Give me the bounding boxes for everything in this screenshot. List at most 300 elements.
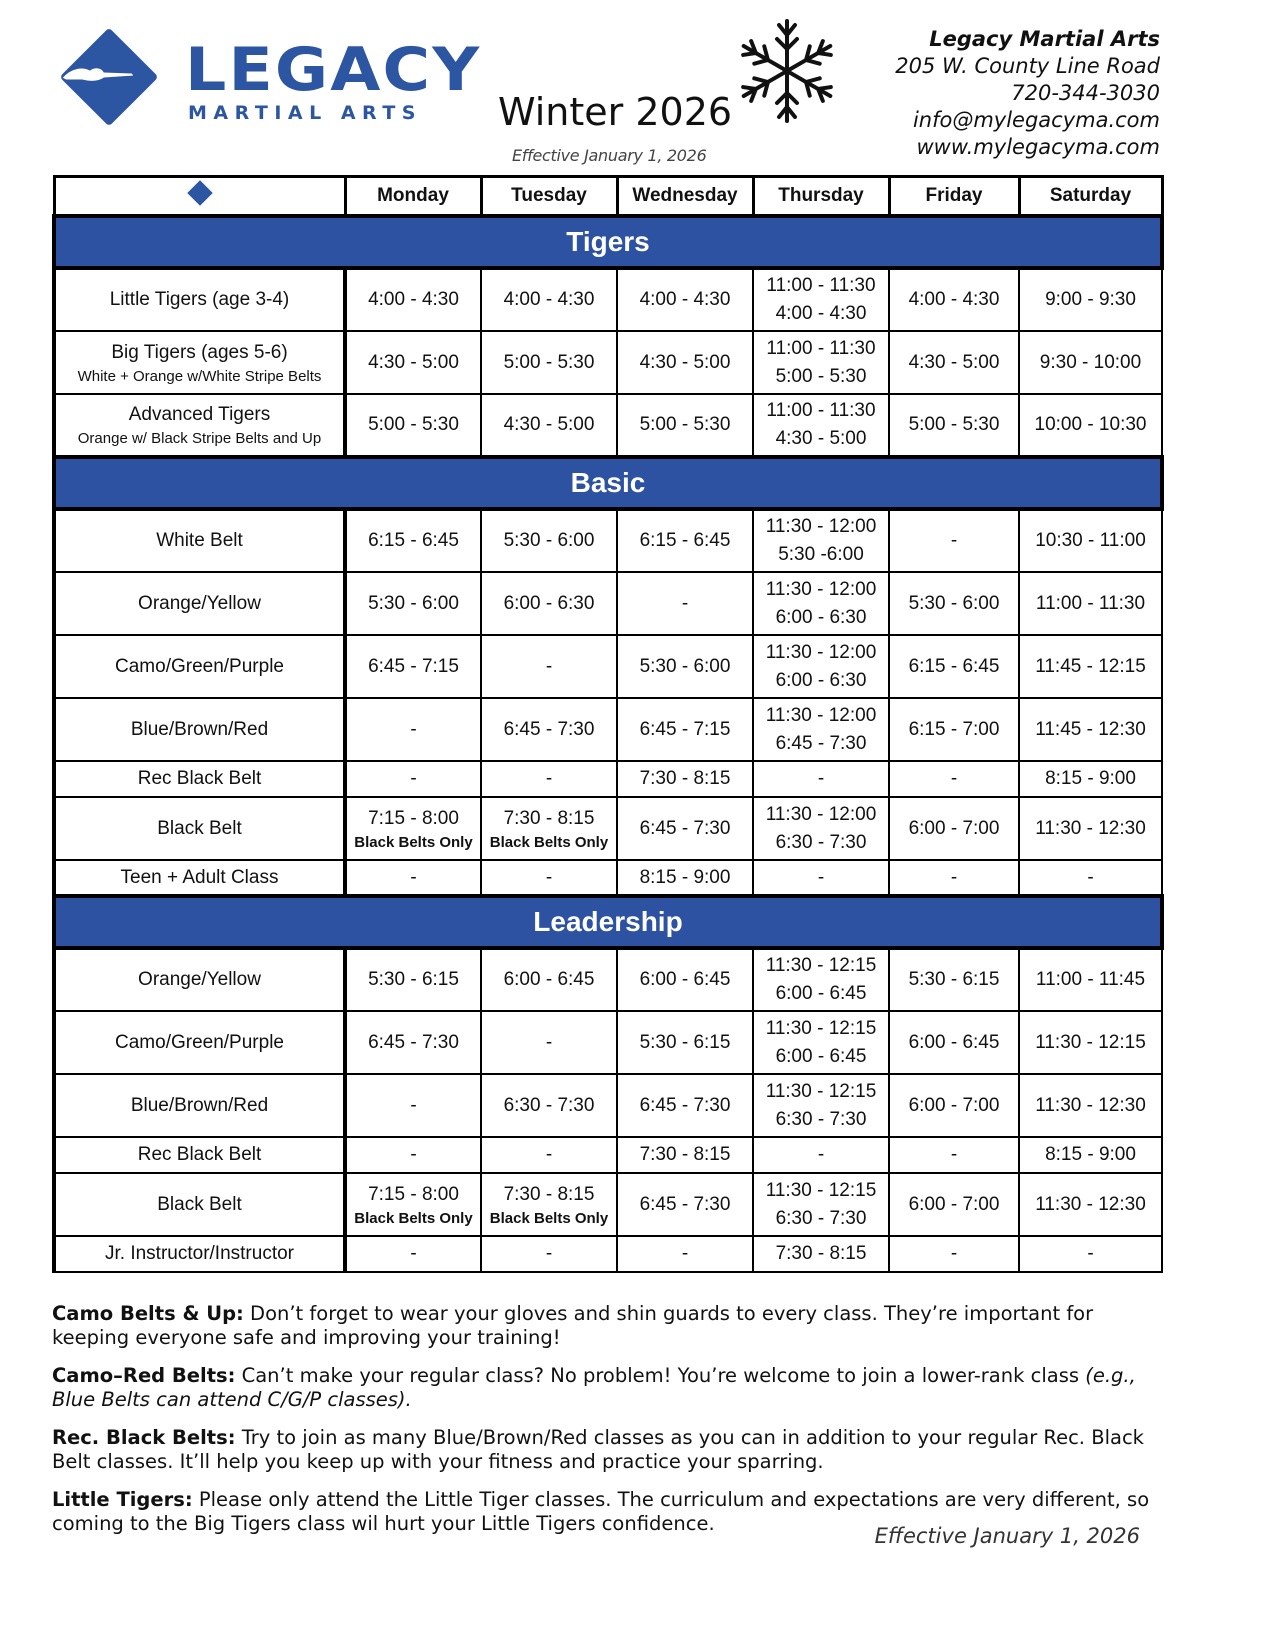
time-slot: 6:00 - 6:45 (639, 969, 731, 990)
header-day: Wednesday (617, 177, 753, 217)
class-name-cell (54, 948, 345, 1011)
table-row (54, 572, 1162, 635)
time-slot: 11:30 - 12:00 (765, 803, 877, 825)
time-cell (889, 331, 1019, 394)
class-name: Black Belt (157, 1193, 242, 1215)
logo-subtitle: MARTIAL ARTS (188, 102, 422, 124)
note-paragraph (52, 1302, 1152, 1350)
time-slot: 4:00 - 4:30 (775, 303, 867, 324)
table-row (54, 268, 1162, 331)
email[interactable]: info@mylegacyma.com (912, 108, 1160, 132)
website[interactable]: www.mylegacyma.com (916, 135, 1160, 159)
time-cell (481, 698, 617, 761)
table-row (54, 698, 1162, 761)
time-cell (1019, 698, 1162, 761)
header-row (54, 177, 1162, 217)
time-slot: 4:30 - 5:00 (908, 351, 1000, 373)
time-cell (753, 1137, 889, 1173)
time-cell (1019, 1173, 1162, 1236)
time-cell (753, 1074, 889, 1137)
time-cell (481, 572, 617, 635)
note-title: Camo Belts & Up: (52, 1302, 244, 1325)
time-slot: 11:45 - 12:15 (1035, 655, 1146, 677)
time-cell (481, 394, 617, 457)
table-row (54, 860, 1162, 896)
time-slot: 5:30 - 6:15 (639, 1031, 731, 1053)
table-row (54, 331, 1162, 394)
business-name: Legacy Martial Arts (929, 27, 1160, 51)
table-row (54, 797, 1162, 860)
time-cell (481, 860, 617, 896)
time-cell (617, 331, 753, 394)
header-day: Tuesday (481, 177, 617, 217)
table-row (54, 1074, 1162, 1137)
time-slot: 6:00 - 6:45 (908, 1031, 1000, 1053)
class-name-cell (54, 394, 345, 457)
note-text: Try to join as many Blue/Brown/Red classes as you can in addition to your regular Rec. Black Belt classes. It’ll help you keep up with your fitness and practice your sparring. (52, 1426, 1144, 1473)
time-slot: 6:45 - 7:30 (639, 817, 731, 839)
time-cell (481, 1074, 617, 1137)
time-slot: - (545, 1144, 553, 1165)
time-slot: - (410, 1243, 417, 1264)
class-name: Rec Black Belt (137, 768, 262, 789)
time-cell (617, 1011, 753, 1074)
header-day: Monday (345, 177, 481, 217)
time-cell (345, 1173, 481, 1236)
table-row (54, 761, 1162, 797)
legacy-logo (60, 26, 482, 132)
time-slot: - (1087, 1243, 1094, 1264)
time-slot: - (950, 768, 958, 789)
time-slot: 11:45 - 12:30 (1035, 718, 1146, 740)
note-paragraph (52, 1426, 1152, 1474)
time-slot: 5:30 - 6:15 (368, 969, 459, 990)
schedule-body (54, 216, 1162, 1272)
time-cell (617, 698, 753, 761)
time-cell (753, 860, 889, 896)
contact-info (895, 26, 1160, 161)
time-slot: 6:30 - 7:30 (503, 1094, 595, 1116)
time-slot: - (410, 768, 417, 789)
time-slot: - (545, 866, 553, 888)
time-slot: 11:30 - 12:15 (765, 1179, 877, 1201)
time-cell (1019, 1137, 1162, 1173)
class-name-cell (54, 331, 345, 394)
header-day: Saturday (1019, 177, 1162, 217)
time-cell (753, 572, 889, 635)
class-schedule-table (52, 175, 1164, 1273)
table-row (54, 948, 1162, 1011)
time-cell (345, 860, 481, 896)
time-slot: 8:15 - 9:00 (1045, 1144, 1136, 1165)
time-slot: 6:00 - 7:00 (908, 1094, 1000, 1116)
class-name: Blue/Brown/Red (130, 1094, 269, 1116)
time-cell (889, 948, 1019, 1011)
time-slot: 4:00 - 4:30 (639, 289, 731, 310)
time-cell (753, 698, 889, 761)
time-slot: 6:30 - 7:30 (775, 1207, 867, 1229)
time-cell (753, 1011, 889, 1074)
martial-artist-icon (60, 64, 140, 86)
time-cell (345, 1137, 481, 1173)
time-slot: 5:30 - 6:00 (503, 530, 595, 551)
class-name-cell (54, 1137, 345, 1173)
time-slot: 6:00 - 6:45 (775, 1045, 867, 1067)
time-slot: 6:45 - 7:30 (503, 718, 595, 740)
class-name: Advanced Tigers (128, 404, 271, 425)
time-slot: 11:00 - 11:30 (766, 275, 876, 296)
time-cell (1019, 331, 1162, 394)
time-cell (617, 394, 753, 457)
time-slot: 9:30 - 10:00 (1039, 351, 1142, 373)
time-cell (481, 761, 617, 797)
time-cell (753, 797, 889, 860)
time-slot: 5:30 - 6:00 (639, 655, 731, 677)
time-slot: 8:15 - 9:00 (1045, 768, 1136, 789)
time-slot: 6:45 - 7:30 (639, 1193, 731, 1215)
time-cell (617, 635, 753, 698)
time-cell (481, 1137, 617, 1173)
time-slot: - (410, 866, 417, 888)
time-slot: - (950, 1144, 958, 1165)
table-row (54, 1011, 1162, 1074)
time-slot: 7:30 - 8:15 (503, 1183, 595, 1205)
class-name: Teen + Adult Class (120, 866, 279, 888)
time-cell (889, 1236, 1019, 1272)
time-slot: 4:30 - 5:00 (639, 351, 731, 373)
time-slot: 5:00 - 5:30 (368, 414, 459, 435)
note-text: Can’t make your regular class? No problem! You’re welcome to join a lower-rank class (235, 1364, 1086, 1387)
time-slot: 6:00 - 6:30 (775, 606, 867, 628)
time-cell (617, 572, 753, 635)
class-name: Rec Black Belt (137, 1144, 262, 1165)
time-slot: - (410, 1094, 417, 1116)
table-row (54, 1137, 1162, 1173)
section-header-row (54, 216, 1162, 268)
time-cell (481, 1236, 617, 1272)
time-cell (617, 509, 753, 572)
class-name: Big Tigers (ages 5-6) (111, 341, 288, 363)
time-cell (345, 1074, 481, 1137)
time-cell (481, 268, 617, 331)
section-title: Basic (54, 457, 1162, 509)
time-slot: 11:30 - 12:00 (765, 704, 877, 726)
note-paragraph (52, 1364, 1152, 1412)
time-cell (345, 331, 481, 394)
time-slot: 7:30 - 8:15 (639, 768, 731, 789)
time-slot: 9:00 - 9:30 (1045, 289, 1136, 310)
class-name: Jr. Instructor/Instructor (105, 1243, 294, 1264)
section-header-row (54, 457, 1162, 509)
time-cell (753, 331, 889, 394)
class-name-cell (54, 860, 345, 896)
time-cell (753, 268, 889, 331)
time-slot: 5:00 - 5:30 (639, 414, 731, 435)
time-slot: 11:30 - 12:30 (1035, 817, 1146, 839)
time-cell (1019, 1074, 1162, 1137)
time-cell (889, 860, 1019, 896)
time-slot: - (950, 1243, 958, 1264)
time-slot: 7:15 - 8:00 (368, 1183, 459, 1205)
time-cell (753, 1173, 889, 1236)
phone: 720-344-3030 (1011, 81, 1160, 105)
time-cell (753, 1236, 889, 1272)
class-name-cell (54, 797, 345, 860)
time-slot: 5:30 - 6:15 (908, 969, 1000, 990)
time-slot: 6:00 - 7:00 (908, 1193, 1000, 1215)
time-cell (345, 394, 481, 457)
effective-date-top: Effective January 1, 2026 (512, 146, 707, 165)
time-cell (889, 698, 1019, 761)
time-slot: 4:30 - 5:00 (775, 428, 867, 449)
section-title: Tigers (54, 216, 1162, 268)
time-slot: 5:00 - 5:30 (908, 414, 1000, 435)
time-cell (345, 635, 481, 698)
time-slot: - (681, 1243, 689, 1264)
time-cell (481, 1173, 617, 1236)
time-slot: 11:30 - 12:00 (765, 578, 877, 600)
time-slot: 11:30 - 12:15 (1035, 1031, 1146, 1053)
class-name-cell (54, 509, 345, 572)
time-cell (481, 509, 617, 572)
time-slot: - (817, 866, 825, 888)
time-cell (345, 1011, 481, 1074)
class-name-cell (54, 1236, 345, 1272)
time-slot: 7:15 - 8:00 (368, 807, 459, 829)
logo-diamond-icon (187, 180, 212, 205)
time-cell (481, 635, 617, 698)
restriction-note: Black Belts Only (489, 833, 609, 851)
time-cell (481, 331, 617, 394)
time-slot: 5:00 - 5:30 (775, 365, 867, 387)
time-slot: 6:15 - 7:00 (908, 718, 1000, 740)
table-row (54, 635, 1162, 698)
time-slot: - (545, 1243, 553, 1264)
time-slot: 6:00 - 7:00 (908, 817, 1000, 839)
note-title: Rec. Black Belts: (52, 1426, 236, 1449)
time-slot: - (950, 530, 958, 551)
time-cell (345, 948, 481, 1011)
table-row (54, 509, 1162, 572)
class-name-cell (54, 1074, 345, 1137)
time-cell (1019, 394, 1162, 457)
snowflake-icon (735, 16, 839, 126)
time-cell (617, 1137, 753, 1173)
class-name: Black Belt (157, 817, 242, 839)
time-cell (1019, 860, 1162, 896)
time-slot: - (1087, 866, 1094, 888)
time-slot: 11:30 - 12:15 (765, 1017, 877, 1039)
time-cell (753, 761, 889, 797)
class-name-cell (54, 698, 345, 761)
time-cell (617, 797, 753, 860)
time-slot: 6:45 - 7:30 (639, 1094, 731, 1116)
time-slot: 11:30 - 12:00 (765, 641, 877, 663)
time-slot: 5:00 - 5:30 (503, 351, 595, 373)
restriction-note: Black Belts Only (354, 833, 473, 851)
class-belt-requirement: White + Orange w/White Stripe Belts (77, 367, 322, 385)
time-slot: 6:45 - 7:30 (775, 732, 867, 754)
time-cell (345, 698, 481, 761)
header-day: Friday (889, 177, 1019, 217)
time-slot: 6:30 - 7:30 (775, 1108, 867, 1130)
time-cell (753, 509, 889, 572)
time-cell (617, 1236, 753, 1272)
time-slot: 6:45 - 7:15 (639, 718, 731, 740)
time-cell (617, 1173, 753, 1236)
time-slot: - (545, 768, 553, 789)
time-slot: 11:00 - 11:30 (766, 400, 876, 421)
class-belt-requirement: Orange w/ Black Stripe Belts and Up (77, 430, 322, 447)
time-cell (889, 1137, 1019, 1173)
time-slot: 6:00 - 6:45 (503, 969, 595, 990)
time-slot: 6:15 - 6:45 (368, 530, 459, 551)
time-slot: 6:15 - 6:45 (908, 655, 1000, 677)
time-cell (753, 394, 889, 457)
restriction-note: Black Belts Only (354, 1209, 473, 1227)
time-cell (345, 1236, 481, 1272)
time-slot: 5:30 - 6:00 (908, 592, 1000, 614)
table-row (54, 1173, 1162, 1236)
time-cell (1019, 797, 1162, 860)
time-cell (889, 635, 1019, 698)
time-slot: 11:30 - 12:15 (765, 955, 877, 976)
class-name: Camo/Green/Purple (115, 1031, 284, 1053)
time-slot: - (410, 1144, 417, 1165)
time-cell (889, 394, 1019, 457)
table-row (54, 394, 1162, 457)
time-cell (617, 761, 753, 797)
time-cell (1019, 948, 1162, 1011)
section-header-row (54, 896, 1162, 948)
time-slot: 4:00 - 4:30 (908, 289, 1000, 310)
time-slot: 4:00 - 4:30 (503, 289, 595, 310)
header-logo-cell (54, 177, 345, 217)
time-cell (1019, 509, 1162, 572)
class-name: Blue/Brown/Red (130, 718, 269, 740)
time-cell (1019, 268, 1162, 331)
note-text: Don’t forget to wear your gloves and shin guards to every class. They’re important for keeping everyone safe and improving your training! (52, 1302, 1094, 1349)
time-cell (1019, 1236, 1162, 1272)
time-cell (481, 797, 617, 860)
note-example: (e.g., Blue Belts can attend C/G/P classes). (52, 1364, 1136, 1411)
time-cell (1019, 761, 1162, 797)
time-cell (889, 797, 1019, 860)
time-slot: 6:30 - 7:30 (775, 831, 867, 853)
address: 205 W. County Line Road (895, 54, 1160, 78)
time-cell (889, 1074, 1019, 1137)
time-slot: 11:30 - 12:15 (765, 1080, 877, 1102)
time-cell (889, 268, 1019, 331)
time-slot: 6:45 - 7:30 (368, 1031, 459, 1053)
time-slot: 10:00 - 10:30 (1034, 414, 1147, 435)
time-slot: 4:30 - 5:00 (503, 414, 595, 435)
time-slot: - (817, 768, 825, 789)
section-title: Leadership (54, 896, 1162, 948)
time-slot: 4:30 - 5:00 (368, 351, 459, 373)
time-cell (345, 761, 481, 797)
time-cell (753, 635, 889, 698)
time-slot: 5:30 - 6:00 (368, 592, 459, 614)
time-slot: - (410, 718, 417, 740)
class-name: Camo/Green/Purple (115, 655, 284, 677)
time-cell (889, 761, 1019, 797)
restriction-note: Black Belts Only (489, 1209, 609, 1227)
class-name-cell (54, 268, 345, 331)
time-cell (753, 948, 889, 1011)
time-cell (889, 1011, 1019, 1074)
time-slot: 11:30 - 12:30 (1035, 1193, 1146, 1215)
time-cell (889, 572, 1019, 635)
time-slot: 8:15 - 9:00 (639, 866, 731, 888)
time-slot: - (545, 1031, 553, 1053)
effective-date-bottom: Effective January 1, 2026 (874, 1524, 1140, 1548)
time-slot: 11:00 - 11:30 (766, 337, 876, 359)
time-cell (1019, 635, 1162, 698)
class-name-cell (54, 1173, 345, 1236)
time-slot: 11:30 - 12:00 (765, 516, 877, 537)
time-cell (617, 948, 753, 1011)
class-name: Orange/Yellow (138, 969, 261, 990)
class-name-cell (54, 635, 345, 698)
time-slot: - (545, 655, 553, 677)
time-cell (345, 509, 481, 572)
time-slot: 11:00 - 11:45 (1035, 969, 1146, 990)
time-cell (345, 572, 481, 635)
time-slot: 11:00 - 11:30 (1035, 592, 1146, 614)
time-slot: 11:30 - 12:30 (1035, 1094, 1146, 1116)
time-slot: 7:30 - 8:15 (503, 807, 595, 829)
time-slot: 4:00 - 4:30 (368, 289, 459, 310)
time-slot: 6:45 - 7:15 (368, 655, 459, 677)
time-cell (1019, 1011, 1162, 1074)
header-day: Thursday (753, 177, 889, 217)
note-title: Camo–Red Belts: (52, 1364, 236, 1387)
time-cell (889, 509, 1019, 572)
class-name: Little Tigers (age 3-4) (109, 289, 290, 310)
time-cell (617, 268, 753, 331)
time-cell (481, 1011, 617, 1074)
time-slot: - (950, 866, 958, 888)
time-cell (889, 1173, 1019, 1236)
time-slot: - (681, 592, 689, 614)
time-slot: 6:00 - 6:30 (775, 669, 867, 691)
time-slot: 7:30 - 8:15 (639, 1144, 731, 1165)
table-row (54, 1236, 1162, 1272)
schedule-title: Winter 2026 (498, 90, 733, 134)
time-cell (481, 948, 617, 1011)
note-text: Please only attend the Little Tiger classes. The curriculum and expectations are very different, so coming to the Big Tigers class wil hurt your Little Tigers confidence. (52, 1488, 1150, 1535)
time-slot: 6:15 - 6:45 (639, 530, 731, 551)
class-name: Orange/Yellow (138, 592, 261, 614)
logo-wordmark: LEGACY (185, 35, 482, 105)
time-cell (345, 797, 481, 860)
note-title: Little Tigers: (52, 1488, 193, 1511)
time-slot: 6:00 - 6:45 (775, 983, 867, 1004)
notes-section (52, 1302, 1152, 1550)
time-cell (617, 860, 753, 896)
class-name: White Belt (156, 530, 243, 551)
time-cell (1019, 572, 1162, 635)
time-slot: - (817, 1144, 825, 1165)
time-slot: 10:30 - 11:00 (1035, 530, 1146, 551)
time-slot: 6:00 - 6:30 (503, 592, 595, 614)
class-name-cell (54, 761, 345, 797)
time-slot: 5:30 -6:00 (778, 544, 864, 565)
time-cell (345, 268, 481, 331)
time-cell (617, 1074, 753, 1137)
class-name-cell (54, 1011, 345, 1074)
